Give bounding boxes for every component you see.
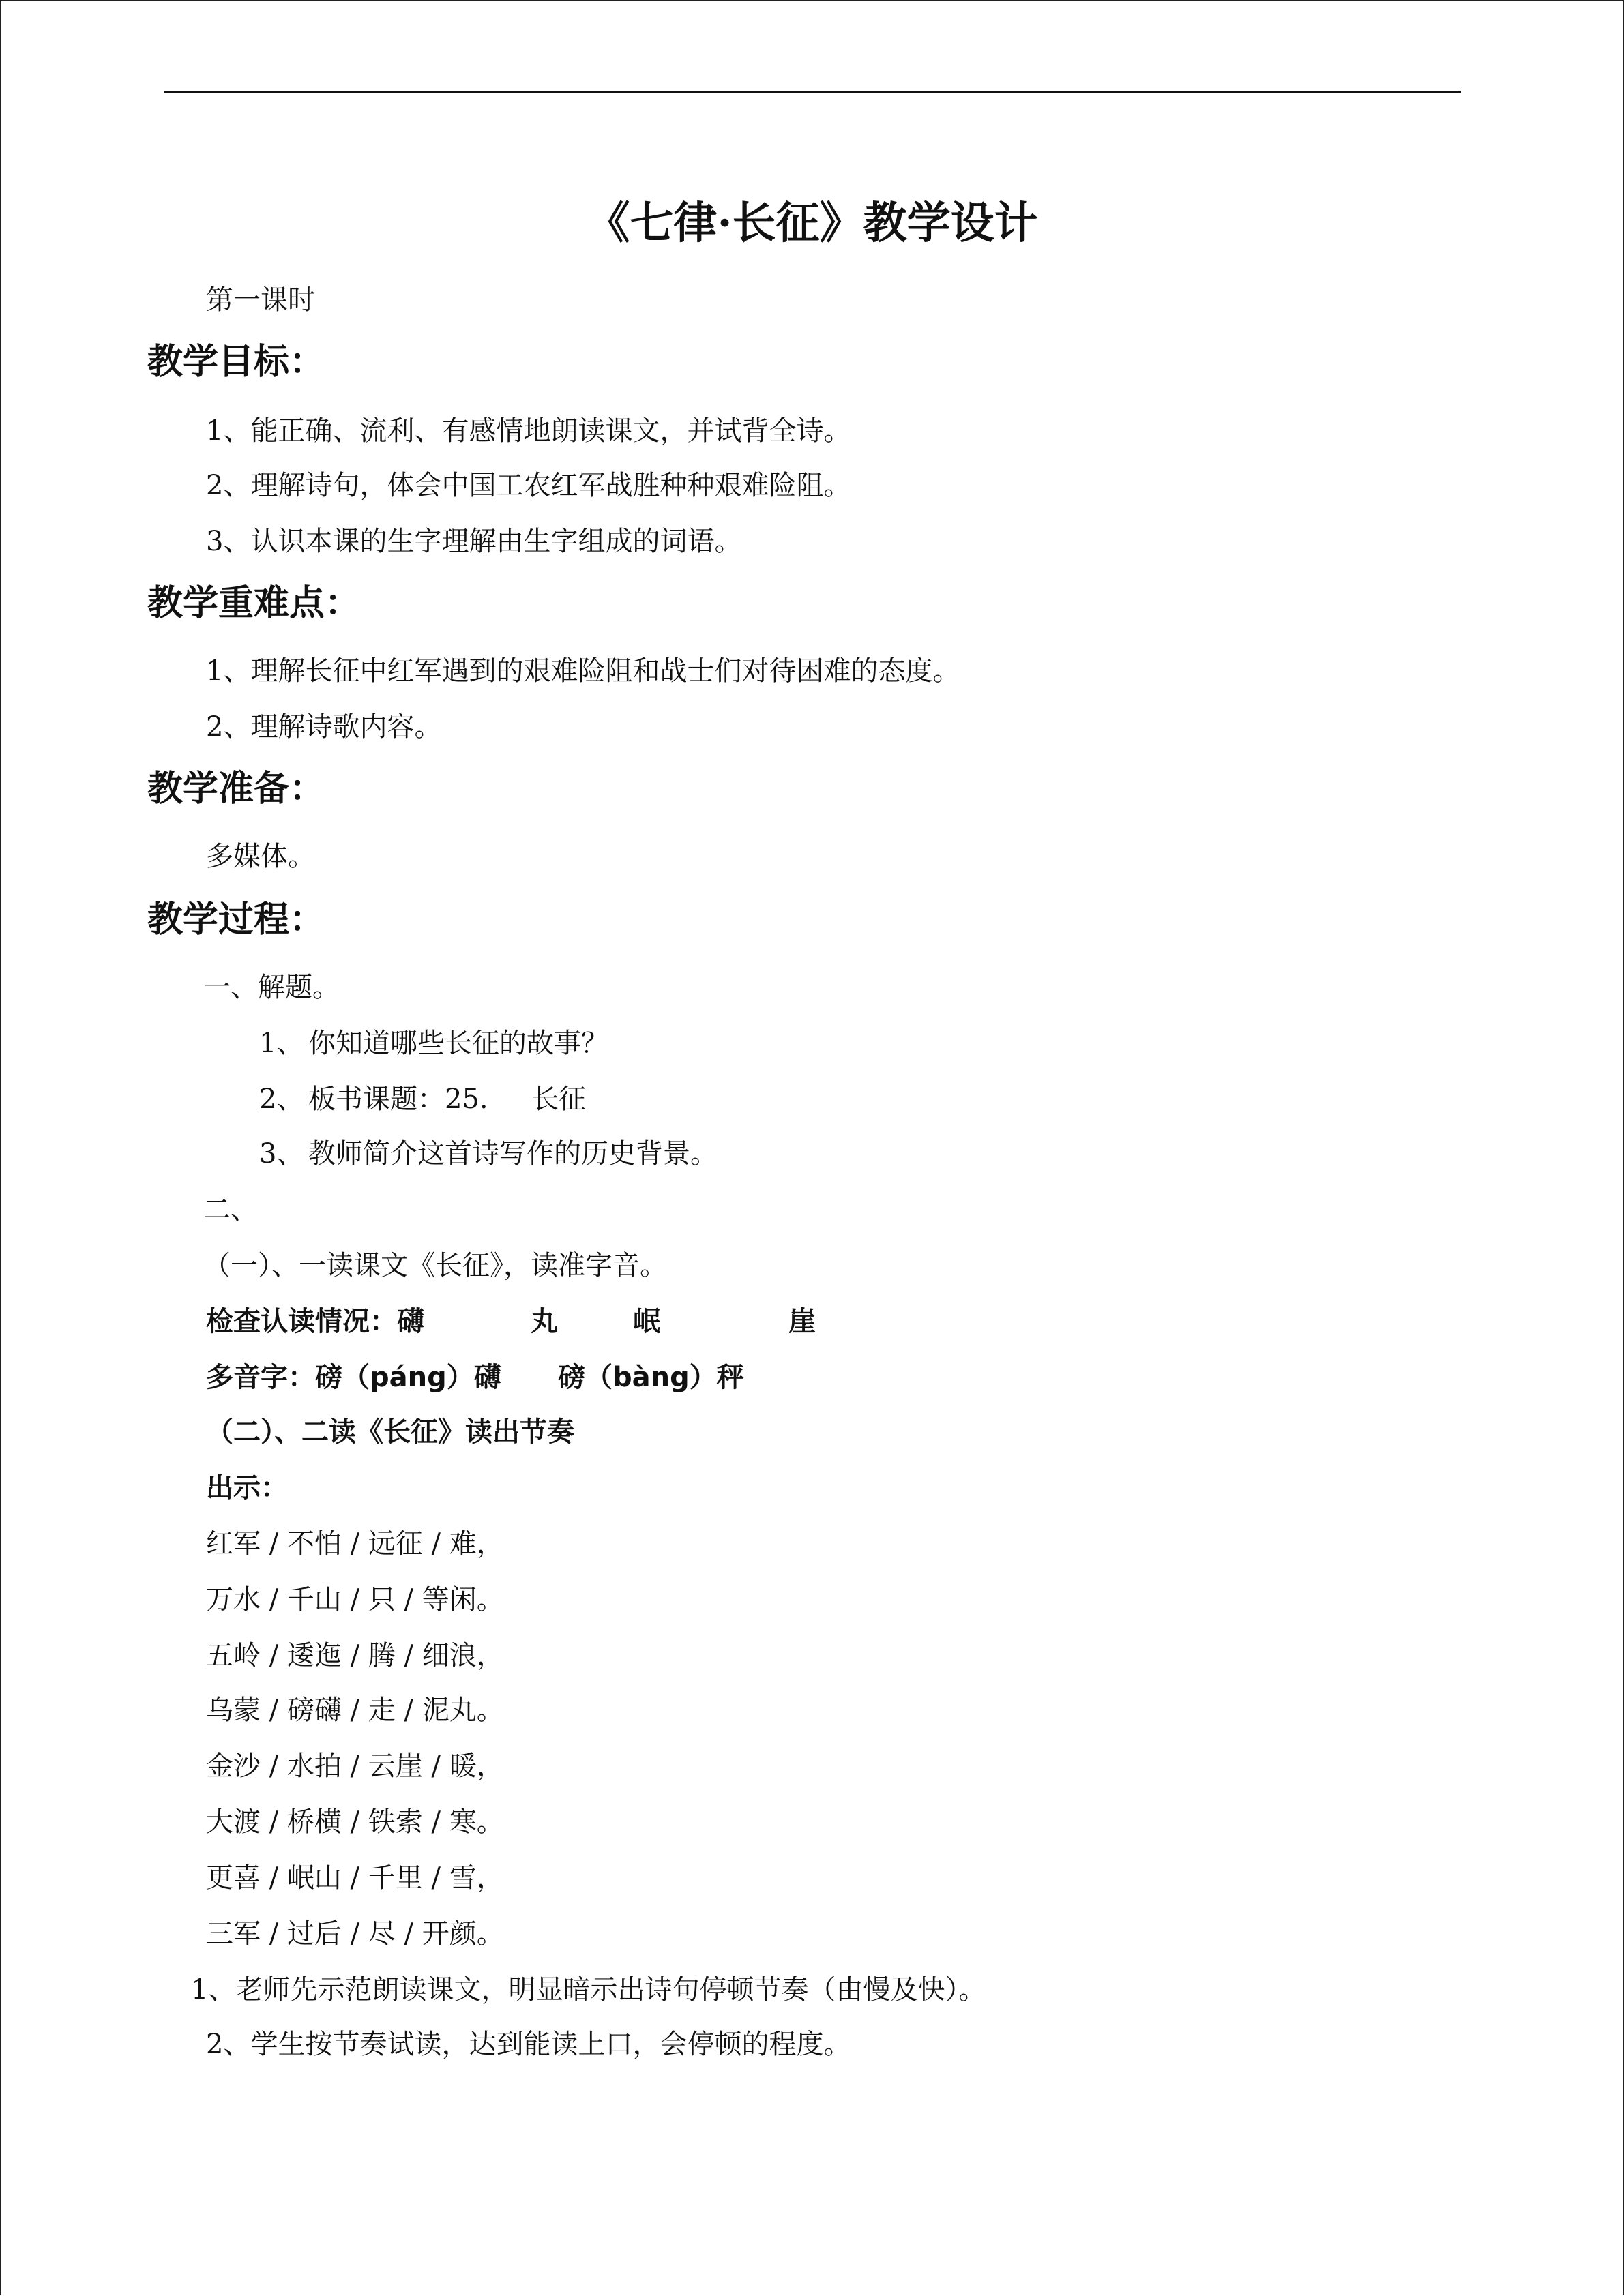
objective-item: 1、能正确、流利、有感情地朗读课文，并试背全诗。 <box>206 415 851 447</box>
process-sub-item <box>259 1080 586 1118</box>
character-check <box>206 1302 816 1341</box>
poem-line: 金沙 / 水拍 / 云崖 / 暖， <box>206 1750 504 1782</box>
check-char: 丸 <box>531 1306 558 1337</box>
poem-line: 三军 / 过后 / 尽 / 开颜。 <box>206 1918 504 1950</box>
poem-line: 更喜 / 岷山 / 千里 / 雪， <box>206 1862 504 1894</box>
polyphonic-entry: 磅（páng）礴 <box>315 1362 501 1393</box>
poem-line: 红军 / 不怕 / 远征 / 难， <box>206 1528 504 1560</box>
teaching-step: 2、学生按节奏试读，达到能读上口，会停顿的程度。 <box>206 2029 851 2060</box>
sub-item-number: 2、 <box>259 1084 304 1115</box>
process-part-1: 一、解题。 <box>203 972 340 1003</box>
process-part-2: 二、 <box>203 1194 258 1225</box>
poem-line: 乌蒙 / 磅礴 / 走 / 泥丸。 <box>206 1695 504 1726</box>
key-point-item: 1、理解长征中红军遇到的艰难险阻和战士们对待困难的态度。 <box>206 655 960 687</box>
key-point-item: 2、理解诗歌内容。 <box>206 711 442 743</box>
key-points-heading: 教学重难点： <box>147 583 361 624</box>
header-rule <box>164 91 1461 93</box>
process-sub-item <box>259 1135 718 1173</box>
objective-item: 2、理解诗句，体会中国工农红军战胜种种艰难险阻。 <box>206 470 851 501</box>
first-reading: （一）、一读课文《长征》，读准字音。 <box>203 1250 667 1281</box>
polyphonic-entry: 磅（bàng）秤 <box>558 1362 744 1393</box>
polyphonic-label: 多音字： <box>206 1362 315 1393</box>
preparation-text: 多媒体。 <box>206 841 315 872</box>
poem-line: 五岭 / 逶迤 / 腾 / 细浪， <box>206 1640 504 1671</box>
second-reading: （二）、二读《长征》读出节奏 <box>206 1416 574 1448</box>
sub-item-text: 教师简介这首诗写作的历史背景。 <box>308 1138 718 1169</box>
show-label: 出示： <box>206 1472 288 1504</box>
sub-item-number: 1、 <box>259 1028 304 1059</box>
poem-line: 万水 / 千山 / 只 / 等闲。 <box>206 1584 504 1615</box>
sub-item-text: 你知道哪些长征的故事？ <box>308 1028 608 1059</box>
document-title: 《七律·长征》教学设计 <box>586 198 1038 249</box>
check-char: 崖 <box>788 1306 816 1337</box>
character-check-label: 检查认读情况： <box>206 1306 397 1337</box>
polyphonic-characters <box>206 1358 744 1397</box>
sub-item-text: 板书课题：25. 长征 <box>308 1084 587 1115</box>
check-char: 礴 <box>397 1306 424 1337</box>
poem-line: 大渡 / 桥横 / 铁索 / 寒。 <box>206 1806 504 1838</box>
objectives-heading: 教学目标： <box>147 342 325 383</box>
teaching-step: 1、老师先示范朗读课文，明显暗示出诗句停顿节奏（由慢及快）。 <box>191 1974 986 2006</box>
sub-item-number: 3、 <box>259 1138 304 1169</box>
preparation-heading: 教学准备： <box>147 769 325 809</box>
lesson-period: 第一课时 <box>206 284 315 316</box>
check-char: 岷 <box>633 1306 660 1337</box>
objective-item: 3、认识本课的生字理解由生字组成的词语。 <box>206 526 742 557</box>
process-sub-item <box>259 1024 608 1062</box>
process-heading: 教学过程： <box>147 899 325 940</box>
